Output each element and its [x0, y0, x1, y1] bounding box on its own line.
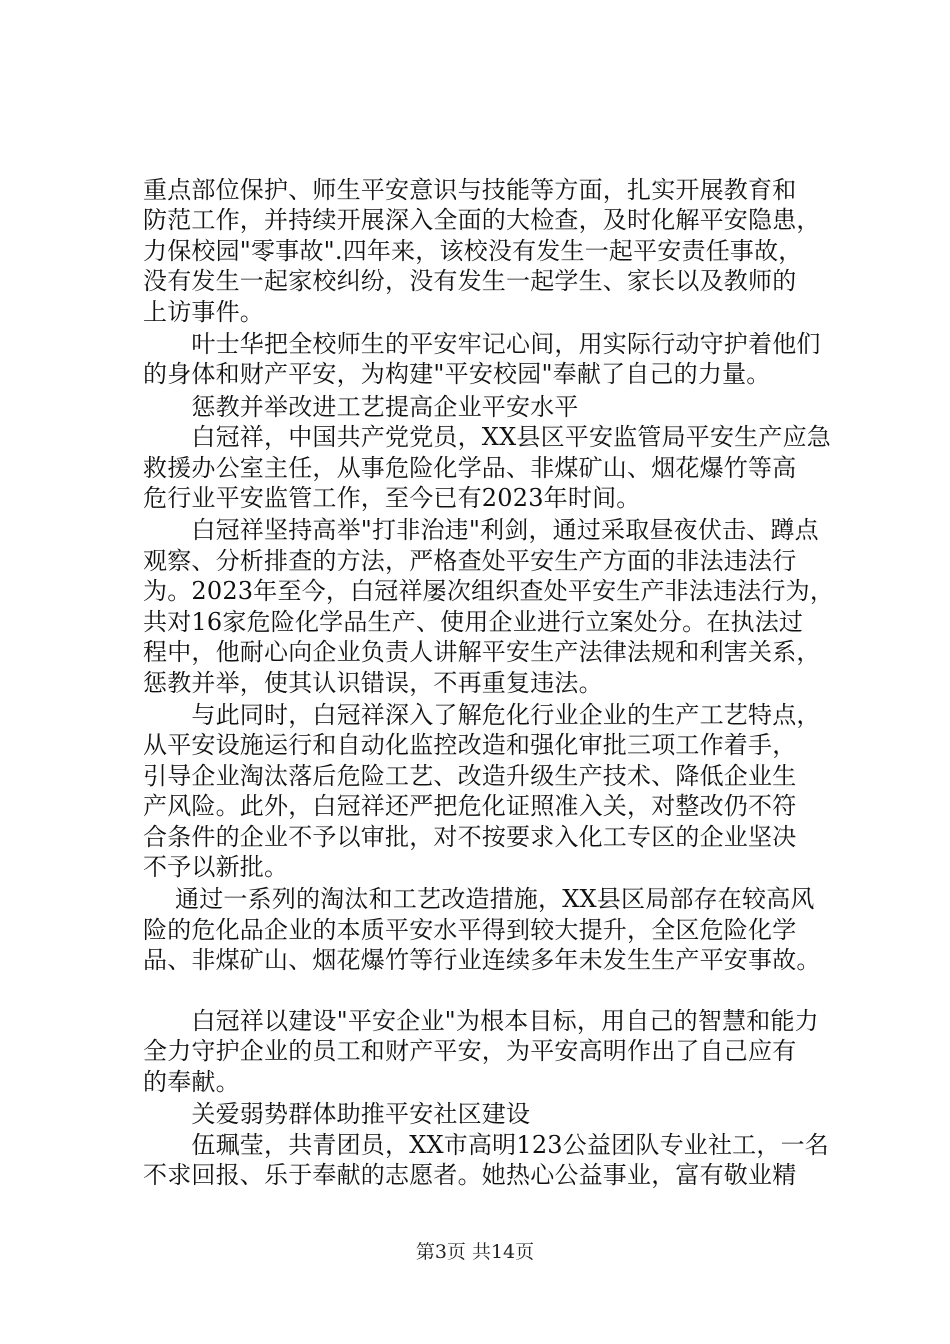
text-line: 叶士华把全校师生的平安牢记心间，用实际行动守护着他们 — [143, 330, 821, 358]
text-line: 防范工作，并持续开展深入全面的大检查，及时化解平安隐患， — [143, 206, 821, 234]
text-line: 品、非煤矿山、烟花爆竹等行业连续多年未发生生产平安事故。 — [143, 946, 821, 974]
text-line: 惩教并举，使其认识错误，不再重复违法。 — [143, 669, 603, 697]
text-line: 力保校园"零事故".四年来，该校没有发生一起平安责任事故， — [143, 237, 803, 265]
text-line: 全力守护企业的员工和财产平安，为平安高明作出了自己应有 — [143, 1037, 797, 1065]
text-line: 危行业平安监管工作，至今已有2023年时间。 — [143, 484, 641, 512]
text-line: 白冠祥坚持高举"打非治违"利剑，通过采取昼夜伏击、蹲点 — [143, 516, 819, 544]
text-line: 险的危化品企业的本质平安水平得到较大提升，全区危险化学 — [143, 916, 797, 944]
text-line: 不求回报、乐于奉献的志愿者。她热心公益事业，富有敬业精 — [143, 1161, 797, 1189]
text-line: 救援办公室主任，从事危险化学品、非煤矿山、烟花爆竹等高 — [143, 454, 797, 482]
text-line: 不予以新批。 — [143, 853, 289, 881]
text-line: 上访事件。 — [143, 298, 264, 326]
text-line: 重点部位保护、师生平安意识与技能等方面，扎实开展教育和 — [143, 176, 797, 204]
text-line: 的奉献。 — [143, 1068, 240, 1096]
text-line: 通过一系列的淘汰和工艺改造措施，XX县区局部存在较高风 — [143, 885, 815, 913]
text-line: 白冠祥，中国共产党党员，XX县区平安监管局平安生产应急 — [143, 423, 831, 451]
text-line: 共对16家危险化学品生产、使用企业进行立案处分。在执法过 — [143, 608, 804, 636]
text-line: 伍珮莹，共青团员，XX市高明123公益团队专业社工，一名 — [143, 1131, 829, 1159]
text-line: 与此同时，白冠祥深入了解危化行业企业的生产工艺特点， — [143, 701, 821, 729]
text-line: 引导企业淘汰落后危险工艺、改造升级生产技术、降低企业生 — [143, 762, 797, 790]
text-line: 从平安设施运行和自动化监控改造和强化审批三项工作着手， — [143, 731, 797, 759]
text-line: 为。2023年至今，白冠祥屡次组织查处平安生产非法违法行为， — [143, 577, 835, 605]
section-heading: 惩教并举改进工艺提高企业平安水平 — [143, 393, 579, 421]
text-line: 没有发生一起家校纠纷，没有发生一起学生、家长以及教师的 — [143, 267, 797, 295]
section-heading: 关爱弱势群体助推平安社区建设 — [143, 1100, 531, 1128]
text-line: 观察、分析排查的方法，严格查处平安生产方面的非法违法行 — [143, 547, 797, 575]
text-line: 合条件的企业不予以审批，对不按要求入化工专区的企业坚决 — [143, 823, 797, 851]
text-line: 产风险。此外，白冠祥还严把危化证照准入关，对整改仍不符 — [143, 792, 797, 820]
text-line: 白冠祥以建设"平安企业"为根本目标，用自己的智慧和能力 — [143, 1007, 819, 1035]
page-footer: 第3页 共14页 — [415, 1241, 535, 1263]
text-line: 的身体和财产平安，为构建"平安校园"奉献了自己的力量。 — [143, 360, 771, 388]
text-line: 程中，他耐心向企业负责人讲解平安生产法律法规和利害关系， — [143, 638, 821, 666]
